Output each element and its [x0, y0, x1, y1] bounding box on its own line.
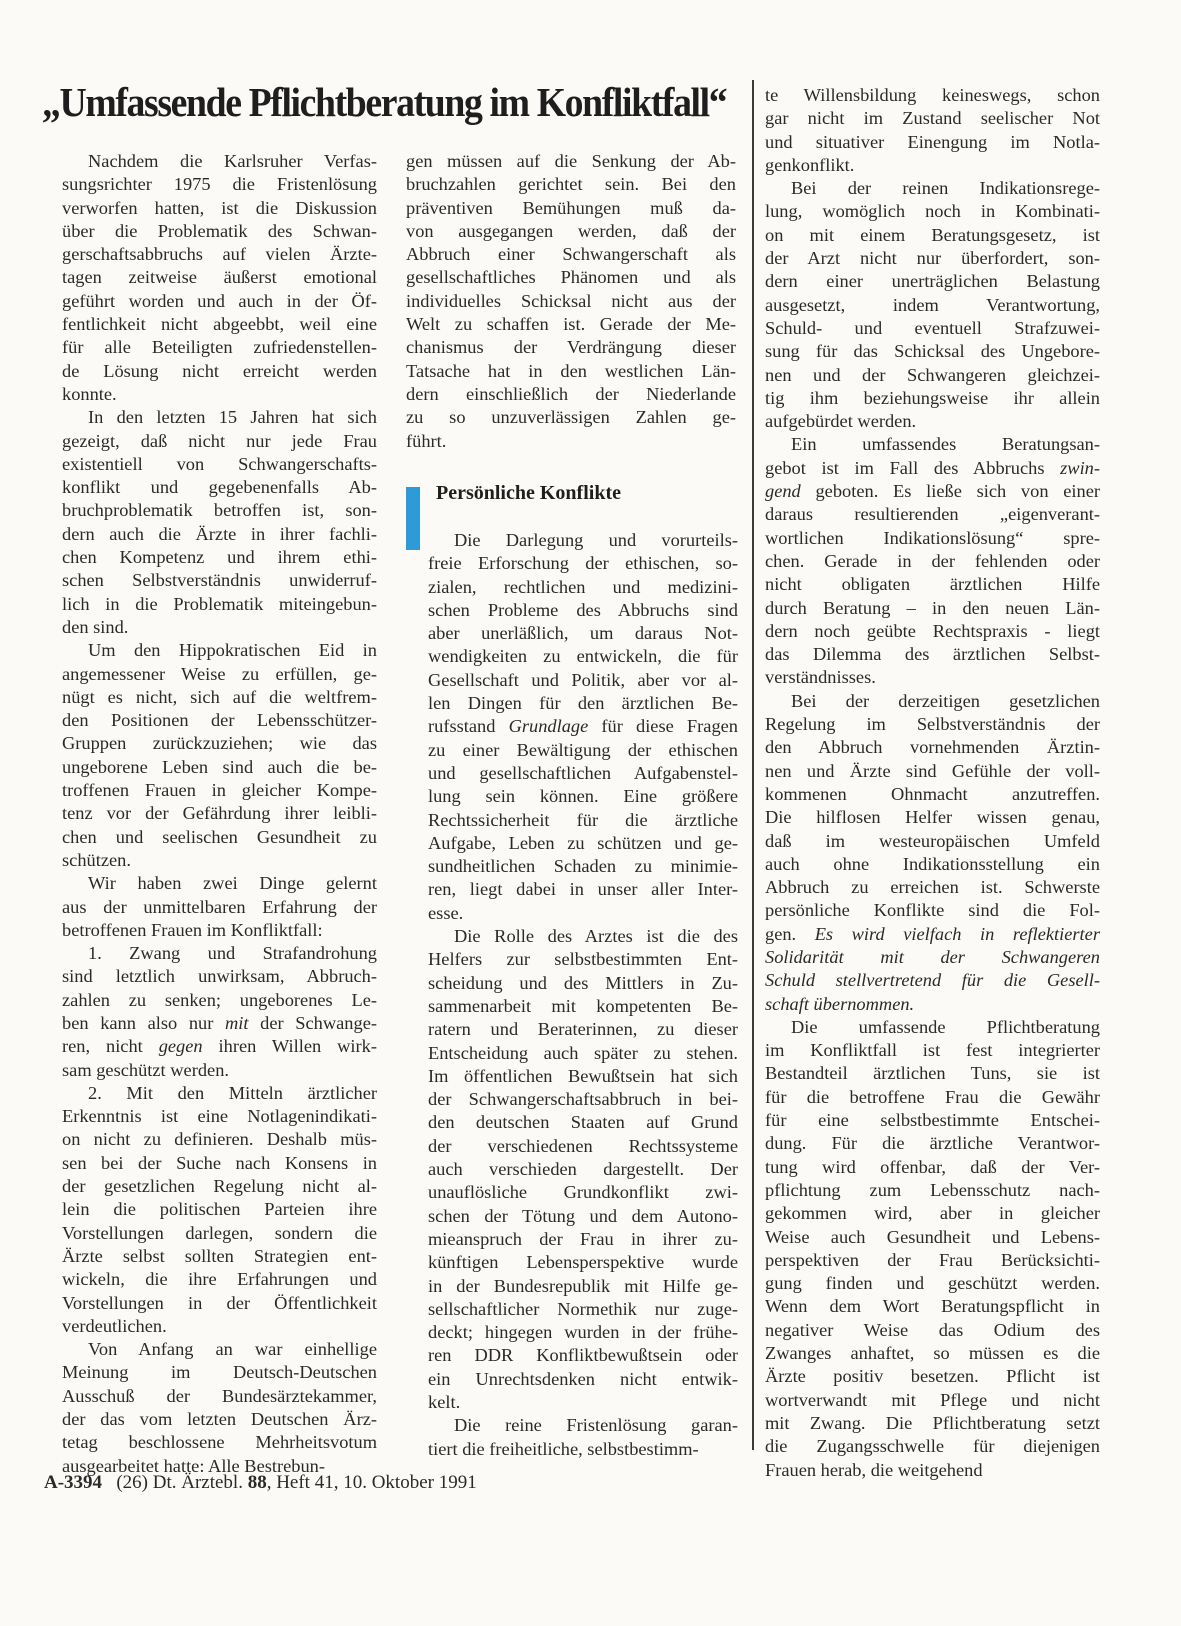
text-line: zu so unzuverlässigen Zahlen ge-: [406, 407, 736, 428]
text-line: Aufgabe, Leben zu schützen und ge-: [428, 832, 738, 853]
text-line: schützen.: [62, 849, 131, 870]
text-line: den deutschen Staaten auf Grund: [428, 1112, 738, 1133]
column-3: [765, 84, 1100, 1482]
text-line: Regelung im Selbstverständnis der: [765, 714, 1100, 735]
footer-volume: 88: [247, 1472, 267, 1493]
text-line: Im öffentlichen Bewußtsein hat sich: [428, 1065, 738, 1086]
text-line: durch Beratung – in den neuen Län-: [765, 597, 1100, 618]
text-line: chen. Gerade in der fehlenden oder: [765, 550, 1100, 571]
text-line: Schuld- und eventuell Strafzuwei-: [765, 317, 1100, 338]
paragraph: [428, 1414, 738, 1461]
text-line: gen müssen auf die Senkung der Ab-: [406, 151, 736, 171]
text-line: gekommen wird, aber in gleicher: [765, 1203, 1100, 1224]
text-line: scheidung und des Mittlers in Zu-: [428, 972, 738, 993]
text-line: Bestandteil ärztlichen Tuns, sie ist: [765, 1063, 1100, 1084]
text-line: ungeborene Leben sind auch die be-: [62, 756, 377, 777]
text-line: Abbruch zu erreichen ist. Schwerste: [765, 877, 1100, 898]
subheading: Persönliche Konflikte: [436, 482, 621, 504]
text-line: Vorstellungen in der Öffentlichkeit: [62, 1292, 377, 1313]
text-line: tiert die freiheitliche, selbstbestimm-: [428, 1438, 699, 1459]
text-line: verworfen hatten, ist die Diskussion: [62, 197, 377, 218]
column-1: [62, 150, 377, 1478]
text-line: auch verschieden dargestellt. Der: [428, 1159, 738, 1180]
text-line: für eine selbstbestimmte Entschei-: [765, 1110, 1100, 1131]
text-line: negativer Weise das Odium des: [765, 1319, 1100, 1340]
text-line: Helfers zur selbstbestimmten Ent-: [428, 949, 738, 970]
text-line: chen und seelischen Gesundheit zu: [62, 826, 377, 847]
text-line: len Dingen für den ärztlichen Be-: [428, 693, 738, 714]
text-line: bruchzahlen gerichtet sein. Bei den: [406, 174, 736, 195]
text-line: existentiell von Schwangerschafts-: [62, 453, 377, 474]
text-line: der gesetzlichen Regelung nicht al-: [62, 1176, 377, 1197]
text-line: wickeln, die ihre Erfahrungen und: [62, 1269, 377, 1290]
text-line: Entscheidung auch später zu stehen.: [428, 1042, 738, 1063]
text-line: Vorstellungen darlegen, sondern die: [62, 1222, 377, 1243]
text-line: zu einer Bewältigung der ethischen: [428, 739, 738, 760]
text-line: Ärzte positiv besetzen. Pflicht ist: [765, 1366, 1100, 1387]
text-line: tenz vor der Gefährdung ihrer leibli-: [62, 803, 377, 824]
text-line: geführt worden und auch in der Öf-: [62, 290, 377, 311]
text-line: dern noch geübte Rechtspraxis - liegt: [765, 620, 1100, 641]
text-line: sellschaftlicher Normethik nur zuge-: [428, 1298, 738, 1319]
text-line: dung. Für die ärztliche Verantwor-: [765, 1133, 1100, 1154]
text-line: lich in die Problematik miteingebun-: [62, 593, 377, 614]
text-line: aufgebürdet werden.: [765, 411, 917, 432]
text-line: perspektiven der Frau Berücksichti-: [765, 1249, 1100, 1270]
text-line: schaft übernommen.: [765, 993, 915, 1014]
text-line: schen der Tötung und dem Autono-: [428, 1205, 738, 1226]
text-line: In den letzten 15 Jahren hat sich: [88, 407, 377, 428]
text-line: individuelles Schicksal nicht aus der: [406, 290, 736, 311]
text-line: mieanspruch der Frau in ihrer zu-: [428, 1228, 738, 1249]
text-line: 2. Mit den Mitteln ärztlicher: [88, 1082, 377, 1103]
paragraph: [62, 150, 377, 406]
text-line: angemessener Weise zu erfüllen, ge-: [62, 663, 377, 684]
text-line: sen bei der Suche nach Konsens in: [62, 1152, 377, 1173]
text-line: und gesellschaftlichen Aufgabenstel-: [428, 762, 738, 783]
text-line: das Dilemma des ärztlichen Selbst-: [765, 644, 1100, 665]
text-line: sundheitlichen Schaden zu minimie-: [428, 856, 738, 877]
text-line: lung sein können. Eine größere: [428, 786, 738, 807]
text-line: mit Zwang. Die Pflichtberatung setzt: [765, 1412, 1100, 1433]
paragraph: [765, 84, 1100, 177]
text-line: Solidarität mit der Schwangeren: [765, 946, 1100, 967]
text-line: verdeutlichen.: [62, 1315, 167, 1336]
paragraph: [765, 690, 1100, 1016]
text-line: persönliche Konflikte sind die Fol-: [765, 900, 1100, 921]
text-line: Weise auch Gesundheit und Lebens-: [765, 1226, 1100, 1247]
text-line: Die Darlegung und vorurteils-: [454, 530, 738, 550]
text-line: der verschiedenen Rechtssysteme: [428, 1135, 738, 1156]
text-line: Rechtssicherheit für die ärztliche: [428, 809, 738, 830]
text-line: aber unerläßlich, um daraus Not-: [428, 623, 738, 644]
text-line: konflikt und gegebenenfalls Ab-: [62, 477, 377, 498]
text-line: sind letztlich unwirksam, Abbruch-: [62, 966, 377, 987]
paragraph: [62, 1082, 377, 1338]
text-line: chanismus der Verdrängung dieser: [406, 337, 736, 358]
text-line: tung wird offenbar, daß der Ver-: [765, 1156, 1100, 1177]
text-line: Ärzte selbst sollten Strategien ent-: [62, 1245, 377, 1266]
footer-issue: , Heft 41, 10. Oktober 1991: [266, 1472, 477, 1493]
text-line: dern einer unerträglichen Belastung: [765, 271, 1100, 292]
text-line: der Schwangerschaftsabbruch in bei-: [428, 1089, 738, 1110]
text-line: bruchproblematik betroffen ist, son-: [62, 500, 377, 521]
text-line: Nachdem die Karlsruher Verfas-: [88, 151, 377, 171]
text-line: daraus resultierenden „eigenverant-: [765, 504, 1100, 525]
footer-journal: (26) Dt. Ärztebl.: [116, 1472, 243, 1493]
text-line: gar nicht im Zustand seelischer Not: [765, 108, 1100, 129]
paragraph: [62, 942, 377, 1082]
text-line: gerschaftsabbruchs auf vielen Ärzte-: [62, 244, 377, 265]
text-line: über die Problematik des Schwan-: [62, 220, 377, 241]
text-line: kommenen Ohnmacht anzutreffen.: [765, 783, 1100, 804]
paragraph: [765, 177, 1100, 433]
text-line: Die reine Fristenlösung garan-: [454, 1415, 738, 1436]
paragraph: [765, 433, 1100, 689]
text-line: von ausgegangen werden, daß der: [406, 220, 736, 241]
text-line: troffenen Frauen in gleicher Kompe-: [62, 780, 377, 801]
column-2-bottom: [428, 529, 738, 1461]
text-line: Bei der derzeitigen gesetzlichen: [791, 690, 1100, 711]
text-line: zialen, rechtlichen und medizini-: [428, 576, 738, 597]
text-line: gebot ist im Fall des Abbruchs zwin-: [765, 457, 1100, 478]
text-line: fentlichkeit nicht abgeebbt, weil eine: [62, 314, 377, 335]
paragraph: [428, 925, 738, 1414]
text-line: dern auch die Ärzte in ihrer fachli-: [62, 523, 377, 544]
text-line: gung finden und geschützt werden.: [765, 1273, 1100, 1294]
text-line: chen Kompetenz und ihrem ethi-: [62, 547, 377, 568]
text-line: nen und der Schwangeren gleichzei-: [765, 364, 1100, 385]
text-line: Die Rolle des Arztes ist die des: [454, 926, 738, 947]
text-line: gezeigt, daß nicht nur jede Frau: [62, 430, 377, 451]
page-footer: [44, 1472, 477, 1494]
text-line: schen Probleme des Abbruchs sind: [428, 599, 738, 620]
text-line: verständnisses.: [765, 667, 876, 688]
text-line: ren, nicht gegen ihren Willen wirk-: [62, 1036, 377, 1057]
text-line: für alle Beteiligten zufriedenstellen-: [62, 337, 377, 358]
text-line: wendigkeiten zu entwickeln, die für: [428, 646, 738, 667]
text-line: sung für das Schicksal des Ungebore-: [765, 341, 1100, 362]
text-line: konnte.: [62, 383, 117, 404]
column-divider: [752, 80, 754, 1450]
text-line: Gesellschaft und Politik, aber vor al-: [428, 669, 738, 690]
paragraph: [765, 1016, 1100, 1482]
text-line: Die umfassende Pflichtberatung: [791, 1016, 1100, 1037]
text-line: daß im westeuropäischen Umfeld: [765, 830, 1100, 851]
text-line: nicht obligaten ärztlichen Hilfe: [765, 574, 1100, 595]
paragraph: [62, 406, 377, 639]
text-line: für die betroffene Frau die Gewähr: [765, 1086, 1100, 1107]
text-line: wortverwandt mit Pflege und nicht: [765, 1389, 1100, 1410]
text-line: präventiven Bemühungen muß da-: [406, 197, 736, 218]
text-line: Frauen herab, die weitgehend: [765, 1459, 983, 1480]
text-line: den sind.: [62, 616, 129, 637]
text-line: on nicht zu definieren. Deshalb müs-: [62, 1129, 377, 1150]
text-line: lein die politischen Parteien ihre: [62, 1199, 377, 1220]
text-line: Bei der reinen Indikationsrege-: [791, 178, 1100, 199]
text-line: gesellschaftliches Phänomen und als: [406, 267, 736, 288]
text-line: on mit einem Beratungsgesetz, ist: [765, 224, 1100, 245]
text-line: ben kann also nur mit der Schwange-: [62, 1012, 377, 1033]
text-line: kelt.: [428, 1391, 461, 1412]
text-line: lung, womöglich noch in Kombinati-: [765, 201, 1100, 222]
text-line: genkonflikt.: [765, 154, 855, 175]
text-line: Gruppen zurückzuziehen; wie das: [62, 733, 377, 754]
text-line: ausgearbeitet hatte: Alle Bestrebun-: [62, 1455, 325, 1476]
text-line: te Willensbildung keineswegs, schon: [765, 85, 1100, 105]
text-line: in der Bundesrepublik mit Hilfe ge-: [428, 1275, 738, 1296]
text-line: Von Anfang an war einhellige: [88, 1339, 377, 1360]
page-number: A-3394: [44, 1472, 103, 1493]
text-line: Ausschuß der Bundesärztekammer,: [62, 1385, 377, 1406]
paragraph: [62, 872, 377, 942]
text-line: Zwanges anhaftet, so müssen es die: [765, 1343, 1100, 1364]
text-line: betroffenen Frauen im Konfliktfall:: [62, 919, 323, 940]
text-line: Wenn dem Wort Beratungspflicht in: [765, 1296, 1100, 1317]
text-line: auch ohne Indikationsstellung ein: [765, 853, 1100, 874]
text-line: zahlen zu senken; ungeborenes Le-: [62, 989, 377, 1010]
text-line: sammenarbeit mit kompetenten Be-: [428, 995, 738, 1016]
text-line: der Arzt nicht nur überfordert, son-: [765, 248, 1100, 269]
column-2-top: [406, 150, 736, 453]
text-line: aus der unmittelbaren Erfahrung der: [62, 896, 377, 917]
text-line: sungsrichter 1975 die Fristenlösung: [62, 174, 377, 195]
text-line: der das vom letzten Deutschen Ärz-: [62, 1409, 377, 1430]
text-line: gend geboten. Es ließe sich von einer: [765, 481, 1100, 502]
text-line: Wir haben zwei Dinge gelernt: [88, 873, 377, 894]
text-line: die Zugangsschwelle für diejenigen: [765, 1436, 1100, 1457]
paragraph: [406, 150, 736, 453]
text-line: rufsstand Grundlage für diese Fragen: [428, 716, 738, 737]
text-line: Welt zu schaffen ist. Gerade der Me-: [406, 314, 736, 335]
text-line: dern einschließlich der Niederlande: [406, 383, 736, 404]
text-line: pflichtung zum Lebensschutz nach-: [765, 1179, 1100, 1200]
text-line: Die hilflosen Helfer wissen genau,: [765, 807, 1100, 828]
text-line: ausgesetzt, indem Verantwortung,: [765, 294, 1100, 315]
text-line: sam geschützt werden.: [62, 1059, 229, 1080]
text-line: esse.: [428, 902, 464, 923]
text-line: Meinung im Deutsch-Deutschen: [62, 1362, 377, 1383]
text-line: wortlichen Indikationslösung“ spre-: [765, 527, 1100, 548]
text-line: tetag beschlossene Mehrheitsvotum: [62, 1432, 377, 1453]
text-line: Schuld stellvertretend für die Gesell-: [765, 970, 1100, 991]
text-line: ratern und Beraterinnen, zu dieser: [428, 1019, 738, 1040]
text-line: Tatsache hat in den westlichen Län-: [406, 360, 736, 381]
text-line: nen und Ärzte sind Gefühle der voll-: [765, 760, 1100, 781]
text-line: schen Selbstverständnis unwiderruf-: [62, 570, 377, 591]
text-line: und situativer Einengung im Notla-: [765, 131, 1100, 152]
text-line: Abbruch einer Schwangerschaft als: [406, 244, 736, 265]
text-line: tagen zeitweise äußerst emotional: [62, 267, 377, 288]
text-line: tig ihm beziehungsweise ihr allein: [765, 387, 1100, 408]
text-line: 1. Zwang und Strafandrohung: [88, 943, 377, 964]
paragraph: [428, 529, 738, 925]
text-line: unauflösliche Grundkonflikt zwi-: [428, 1182, 738, 1203]
text-line: künftigen Lebensperspektive wurde: [428, 1252, 738, 1273]
text-line: Erkenntnis ist eine Notlagenindikati-: [62, 1106, 377, 1127]
text-line: nügt es nicht, sich auf die weltfrem-: [62, 686, 377, 707]
article-title: „Umfassende Pflichtberatung im Konfliktfall“: [42, 79, 727, 125]
text-line: ein Unrechtsdenken nicht entwik-: [428, 1368, 738, 1389]
text-line: den Abbruch vornehmenden Ärztin-: [765, 737, 1100, 758]
text-line: gen. Es wird vielfach in reflektierter: [765, 923, 1100, 944]
text-line: im Konfliktfall ist fest integrierter: [765, 1040, 1100, 1061]
text-line: de Lösung nicht erreicht werden: [62, 360, 377, 381]
text-line: freie Erforschung der ethischen, so-: [428, 553, 738, 574]
paragraph: [62, 639, 377, 872]
text-line: ren DDR Konfliktbewußtsein oder: [428, 1345, 738, 1366]
text-line: Um den Hippokratischen Eid in: [88, 640, 377, 661]
subheading-accent-bar: [406, 487, 420, 550]
paragraph: [62, 1338, 377, 1478]
text-line: ren, liegt dabei in unser aller Inter-: [428, 879, 738, 900]
text-line: Ein umfassendes Beratungsan-: [791, 434, 1100, 455]
text-line: führt.: [406, 430, 447, 451]
text-line: den Positionen der Lebensschützer-: [62, 710, 377, 731]
text-line: deckt; hingegen wurden in der frühe-: [428, 1322, 738, 1343]
